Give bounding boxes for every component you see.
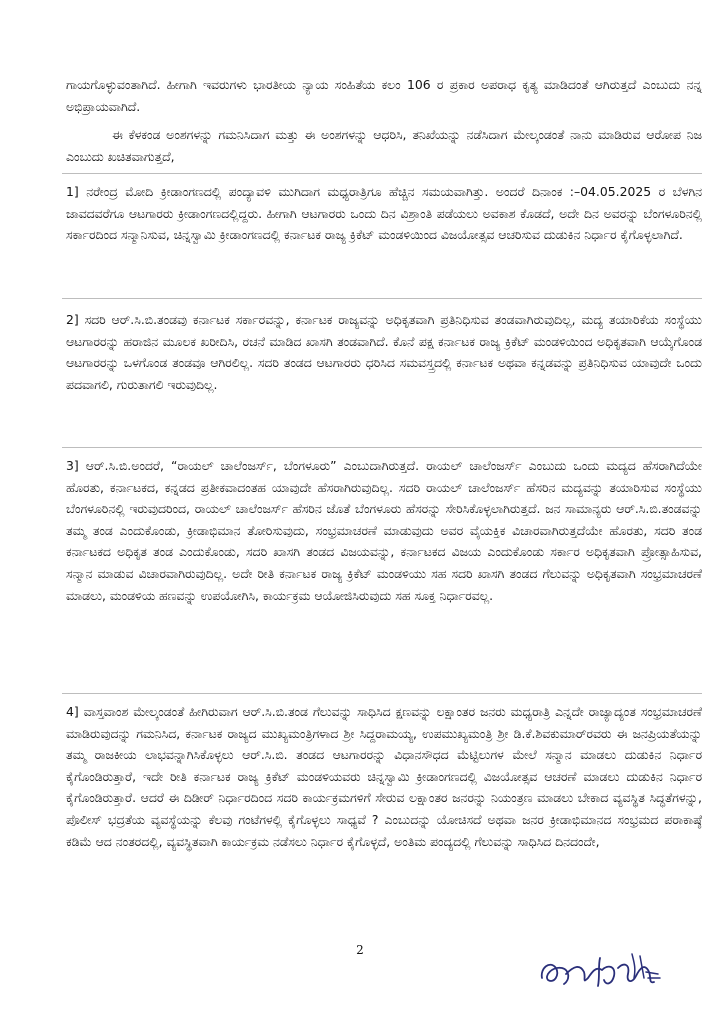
divider bbox=[62, 447, 702, 448]
point-1: 1] ನರೇಂದ್ರ ಮೋದಿ ಕ್ರೀಡಾಂಗಣದಲ್ಲಿ ಪಂದ್ಯಾವಳಿ ಮುಗಿದಾಗ ಮಧ್ಯರಾತ್ರಿಗೂ ಹೆಚ್ಚಿನ ಸಮಯವಾಗಿತ್ತು. ಅಂದರೆ ದಿನಾಂಕ :–04.05.2025 ರ ಬೆಳಗಿನ ಜಾವದವರೆಗೂ ಆಟಗಾರರು ಕ್ರೀಡಾಂಗಣದಲ್ಲಿದ್ದರು. ಹೀಗಾಗಿ ಆಟಗಾರರು ಒಂದು ದಿನ ವಿಶ್ರಾಂತಿ ಪಡೆಯಲು ಅವಕಾಶ ಕೊಡದೆ, ಅದೇ ದಿನ ಅವರನ್ನು ಬೆಂಗಳೂರಿನಲ್ಲಿ ಸರ್ಕಾರದಿಂದ ಸನ್ಮಾನಿಸುವ, ಚಿನ್ನಸ್ವಾಮಿ ಕ್ರೀಡಾಂಗಣದಲ್ಲಿ ಕರ್ನಾಟಕ ರಾಜ್ಯ ಕ್ರಿಕೆಟ್ ಮಂಡಳಿಯಿಂದ ವಿಜಯೋತ್ಸವ ಆಚರಿಸುವ ದುಡುಕಿನ ನಿರ್ಧಾರ ಕೈಗೊಳ್ಳಲಾಗಿದೆ. bbox=[66, 184, 702, 243]
signature-image bbox=[536, 948, 666, 994]
paragraph-continuation: ಗಾಯಗೊಳ್ಳುವಂತಾಗಿದೆ. ಹೀಗಾಗಿ ಇವರುಗಳು ಭಾರತೀಯ ನ್ಯಾಯ ಸಂಹಿತೆಯ ಕಲಂ 106 ರ ಪ್ರಕಾರ ಅಪರಾಧ ಕೃತ್ಯ ಮಾಡಿದಂತೆ ಆಗಿರುತ್ತದೆ ಎಂಬುದು ನನ್ನ ಅಭಿಪ್ರಾಯವಾಗಿದೆ. bbox=[66, 77, 702, 114]
page-number: 2 bbox=[356, 943, 364, 957]
point-3: 3] ಆರ್.ಸಿ.ಬಿ.ಅಂದರೆ, “ರಾಯಲ್ ಚಾಲೆಂಜರ್ಸ್, ಬೆಂಗಳೂರು” ಎಂಬುದಾಗಿರುತ್ತದೆ. ರಾಯಲ್ ಚಾಲೆಂಜರ್ಸ್ ಎಂಬುದು ಒಂದು ಮದ್ಯದ ಹೆಸರಾಗಿದೆಯೇ ಹೊರತು, ಕರ್ನಾಟಕದ, ಕನ್ನಡದ ಪ್ರತೀಕವಾದಂತಹ ಯಾವುದೇ ಹೆಸರಾಗಿರುವುದಿಲ್ಲ. ಸದರಿ ರಾಯಲ್ ಚಾಲೆಂಜರ್ಸ್ ಹೆಸರಿನ ಮದ್ಯವನ್ನು ತಯಾರಿಸುವ ಸಂಸ್ಥೆಯು ಬೆಂಗಳೂರಿನಲ್ಲಿ ಇರುವುದರಿಂದ, ರಾಯಲ್ ಚಾಲೆಂಜರ್ಸ್ ಹೆಸರಿನ ಜೊತೆ ಬೆಂಗಳೂರು ಹೆಸರನ್ನು ಸೇರಿಸಿಕೊಳ್ಳಲಾಗಿರುತ್ತದೆ. ಜನ ಸಾಮಾನ್ಯರು ಆರ್.ಸಿ.ಬಿ.ತಂಡವನ್ನು ತಮ್ಮ ತಂಡ ಎಂದುಕೊಂಡು, ಕ್ರೀಡಾಭಿಮಾನ ತೋರಿಸುವುದು, ಸಂಭ್ರಮಾಚರಣೆ ಮಾಡುವುದು ಅವರ ವೈಯಕ್ತಿಕ ವಿಚಾರವಾಗಿರುತ್ತದೆಯೇ ಹೊರತು, ಸದರಿ ತಂಡ ಕರ್ನಾಟಕದ ಅಧಿಕೃತ ತಂಡ ಎಂದುಕೊಂಡು, ಸದರಿ ಖಾಸಗಿ ತಂಡದ ವಿಜಯವನ್ನು, ಕರ್ನಾಟಕದ ವಿಜಯ ಎಂದುಕೊಂಡು ಸರ್ಕಾರ ಅಧಿಕೃತವಾಗಿ ಪ್ರೋತ್ಸಾಹಿಸುವ, ಸನ್ಮಾನ ಮಾಡುವ ವಿಚಾರವಾಗಿರುವುದಿಲ್ಲ. ಅದೇ ರೀತಿ ಕರ್ನಾಟಕ ರಾಜ್ಯ ಕ್ರಿಕೆಟ್ ಮಂಡಳಿಯು ಸಹ ಸದರಿ ಖಾಸಗಿ ತಂಡದ ಗೆಲುವನ್ನು ಅಧಿಕೃತವಾಗಿ ಸಂಭ್ರಮಾಚರಣೆ ಮಾಡಲು, ಮಂಡಳಿಯ ಹಣವನ್ನು ಉಪಯೋಗಿಸಿ, ಕಾರ್ಯಕ್ರಮ ಆಯೋಜಿಸಿರುವುದು ಸಹ ಸೂಕ್ತ ನಿರ್ಧಾರವಲ್ಲ. bbox=[66, 458, 702, 603]
divider bbox=[62, 693, 702, 694]
divider bbox=[62, 298, 702, 299]
point-2: 2] ಸದರಿ ಆರ್.ಸಿ.ಬಿ.ತಂಡವು ಕರ್ನಾಟಕ ಸರ್ಕಾರವನ್ನು, ಕರ್ನಾಟಕ ರಾಜ್ಯವನ್ನು ಅಧಿಕೃತವಾಗಿ ಪ್ರತಿನಿಧಿಸುವ ತಂಡವಾಗಿರುವುದಿಲ್ಲ, ಮದ್ಯ ತಯಾರಿಕೆಯ ಸಂಸ್ಥೆಯು ಆಟಗಾರರನ್ನು ಹರಾಜಿನ ಮೂಲಕ ಖರೀದಿಸಿ, ರಚನೆ ಮಾಡಿದ ಖಾಸಗಿ ತಂಡವಾಗಿದೆ. ಕೊನೆ ಪಕ್ಷ ಕರ್ನಾಟಕ ರಾಜ್ಯ ಕ್ರಿಕೆಟ್ ಮಂಡಳಿಯಿಂದ ಅಧಿಕೃತವಾಗಿ ಆಯ್ಕೆಗೊಂಡ ಆಟಗಾರರನ್ನು ಒಳಗೊಂಡ ತಂಡವೂ ಆಗಿರಲಿಲ್ಲ. ಸದರಿ ತಂಡದ ಆಟಗಾರರು ಧರಿಸಿದ ಸಮವಸ್ತ್ರದಲ್ಲಿ ಕರ್ನಾಟಕ ಅಥವಾ ಕನ್ನಡವನ್ನು ಪ್ರತಿನಿಧಿಸುವ ಯಾವುದೇ ಒಂದು ಪದವಾಗಲಿ, ಗುರುತಾಗಲಿ ಇರುವುದಿಲ್ಲ. bbox=[66, 312, 702, 392]
divider bbox=[62, 173, 702, 174]
point-4: 4] ವಾಸ್ತವಾಂಶ ಮೇಲ್ಕಂಡಂತೆ ಹೀಗಿರುವಾಗ ಆರ್.ಸಿ.ಬಿ.ತಂಡ ಗೆಲುವನ್ನು ಸಾಧಿಸಿದ ಕ್ಷಣವನ್ನು ಲಕ್ಷಾಂತರ ಜನರು ಮಧ್ಯರಾತ್ರಿ ಎನ್ನದೇ ರಾಜ್ಯಾದ್ಯಂತ ಸಂಭ್ರಮಾಚರಣೆ ಮಾಡಿರುವುದನ್ನು ಗಮನಿಸಿದ, ಕರ್ನಾಟಕ ರಾಜ್ಯದ ಮುಖ್ಯಮಂತ್ರಿಗಳಾದ ಶ್ರೀ ಸಿದ್ದರಾಮಯ್ಯ, ಉಪಮುಖ್ಯಮಂತ್ರಿ ಶ್ರೀ ಡಿ.ಕೆ.ಶಿವಕುಮಾರ್‌ರವರು ಈ ಜನಪ್ರಿಯತೆಯನ್ನು ತಮ್ಮ ರಾಜಕೀಯ ಲಾಭವನ್ನಾಗಿಸಿಕೊಳ್ಳಲು ಆರ್.ಸಿ.ಬಿ. ತಂಡದ ಆಟಗಾರರನ್ನು ವಿಧಾನಸೌಧದ ಮೆಟ್ಟಿಲುಗಳ ಮೇಲೆ ಸನ್ಮಾನ ಮಾಡಲು ದುಡುಕಿನ ನಿರ್ಧಾರ ಕೈಗೊಂಡಿರುತ್ತಾರೆ, ಇದೇ ರೀತಿ ಕರ್ನಾಟಕ ರಾಜ್ಯ ಕ್ರಿಕೆಟ್ ಮಂಡಳಿಯವರು ಚಿನ್ನಸ್ವಾಮಿ ಕ್ರೀಡಾಂಗಣದಲ್ಲಿ ವಿಜಯೋತ್ಸವ ಆಚರಣೆ ಮಾಡಲು ದುಡುಕಿನ ನಿರ್ಧಾರ ಕೈಗೊಂಡಿರುತ್ತಾರೆ. ಆದರೆ ಈ ದಿಡೀರ್ ನಿರ್ಧಾರದಿಂದ ಸದರಿ ಕಾರ್ಯಕ್ರಮಗಳಿಗೆ ಸೇರುವ ಲಕ್ಷಾಂತರ ಜನರನ್ನು ನಿಯಂತ್ರಣ ಮಾಡಲು ಬೇಕಾದ ವ್ಯವಸ್ಥಿತ ಸಿದ್ಧತೆಗಳನ್ನು, ಪೊಲೀಸ್ ಭದ್ರತೆಯ ವ್ಯವಸ್ಥೆಯನ್ನು ಕೆಲವು ಗಂಟೆಗಳಲ್ಲಿ ಕೈಗೊಳ್ಳಲು ಸಾಧ್ಯವೆ ? ಎಂಬುದನ್ನು ಯೋಚಿಸದೆ ಅಥವಾ ಜನರ ಕ್ರೀಡಾಭಿಮಾನದ ಸಂಭ್ರಮದ ಪರಾಕಾಷ್ಠೆ ಕಡಿಮೆ ಆದ ನಂತರದಲ್ಲಿ, ವ್ಯವಸ್ಥಿತವಾಗಿ ಕಾರ್ಯಕ್ರಮ ನಡೆಸಲು ನಿರ್ಧಾರ ಕೈಗೊಳ್ಳದೆ, ಅಂತಿಮ ಪಂದ್ಯದಲ್ಲಿ ಗೆಲುವನ್ನು ಸಾಧಿಸಿದ ದಿನದಂದೇ, bbox=[66, 704, 702, 849]
paragraph-intro: ಈ ಕೆಳಕಂಡ ಅಂಶಗಳನ್ನು ಗಮನಿಸಿದಾಗ ಮತ್ತು ಈ ಅಂಶಗಳನ್ನು ಆಧರಿಸಿ, ತನಿಖೆಯನ್ನು ನಡೆಸಿದಾಗ ಮೇಲ್ಕಂಡಂತೆ ನಾನು ಮಾಡಿರುವ ಆರೋಪ ನಿಜ ಎಂಬುದು ಖಚಿತವಾಗುತ್ತದೆ, bbox=[66, 127, 702, 164]
